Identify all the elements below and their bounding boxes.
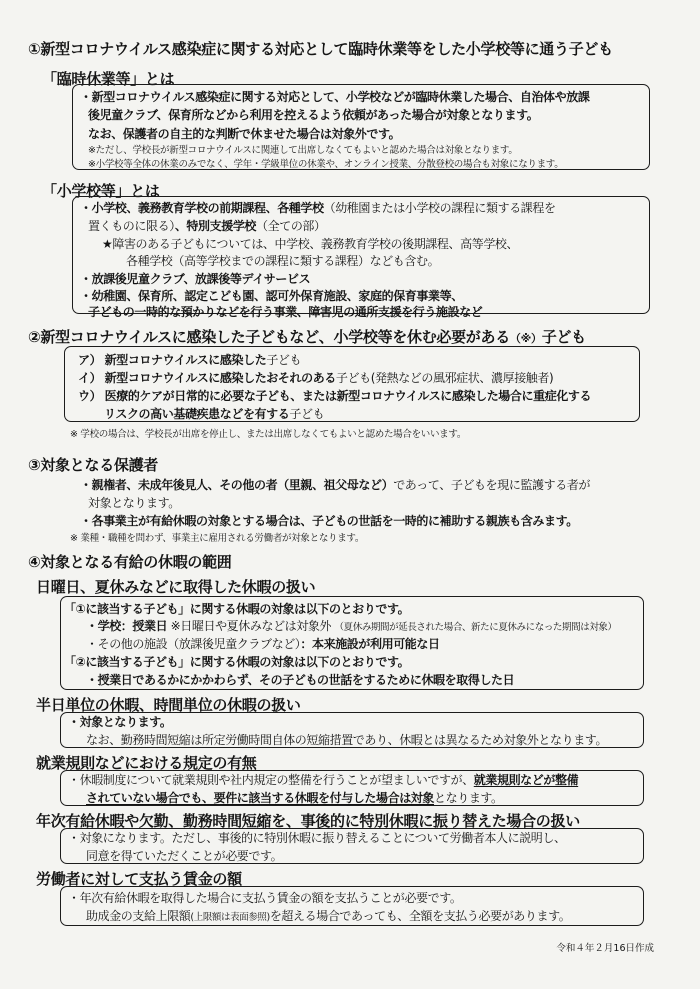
item-u-text-2: リスクの高い基礎疾患などを有する — [104, 407, 290, 421]
item-a-label: ア） — [78, 353, 102, 367]
item-i-text: 新型コロナウイルスに感染したおそれのある — [104, 371, 336, 385]
kyugyo-note-1: ※ただし、学校長が新型コロナウイルスに関連して出席しなくてもよいと認めた場合は対象となります。 — [88, 145, 518, 156]
gakko-line-1b: （幼稚園または小学校の課程に類する課程を — [323, 201, 556, 215]
annual-line-1: ・対象になります。ただし、事後的に特別休暇に振り替えることについて労働者本人に説明し、 — [68, 831, 566, 845]
kyugyo-line-2: 後児童クラブ、保育所などから利用を控えるよう依頼があった場合が対象となります。 — [88, 108, 539, 122]
gakko-line-6: ・幼稚園、保育所、認定こども園、認可外保育施設、家庭的保育事業等、 — [80, 289, 463, 303]
section-4-title: ④対象となる有給の休暇の範囲 — [28, 553, 232, 571]
guardian-line-1a: ・親権者、未成年後見人、その他の者（里親、祖父母など） — [80, 478, 394, 492]
half-heading: 半日単位の休暇、時間単位の休暇の扱い — [36, 696, 301, 714]
sunday-line-4: 「②に該当する子ども」に関する休暇の対象は以下のとおりです。 — [64, 655, 410, 669]
guardian-line-3: ・各事業主が有給休暇の対象とする場合は、子どもの世話を一時的に補助する親族も含みます。 — [80, 514, 578, 528]
item-u-tail: 子ども — [289, 407, 325, 421]
sunday-line-1: 「①に該当する子ども」に関する休暇の対象は以下のとおりです。 — [64, 602, 410, 616]
gakko-heading: 「小学校等」とは — [42, 182, 160, 200]
section-2-note: ※ 学校の場合は、学校長が出席を停止し、または出席しなくてもよいと認めた場合をいいます。 — [70, 429, 467, 440]
section-2-title-mark: （※） — [509, 332, 542, 345]
creation-date: 令和４年２月16日作成 — [556, 943, 654, 954]
section-2-title — [28, 326, 586, 347]
item-i-label: イ） — [78, 371, 102, 385]
rules-heading: 就業規則などにおける規定の有無 — [36, 754, 257, 772]
rules-line-2a: されていない場合でも、要件に該当する休暇を付与した場合は対象 — [86, 791, 435, 805]
gakko-line-7: 子どもの一時的な預かりなどを行う事業、障害児の通所支援を行う施設など — [88, 305, 483, 319]
rules-line-1b: 就業規則などが整備 — [473, 773, 579, 787]
sunday-line-3a: ・その他の施設（放課後児童クラブなど） — [86, 637, 301, 651]
section-3-title: ③対象となる保護者 — [28, 456, 159, 474]
item-u-label: ウ） — [78, 389, 102, 403]
sunday-line-5: ・授業日であるかにかかわらず、その子どもの世話をするために休暇を取得した日 — [86, 673, 515, 687]
gakko-line-4: 各種学校（高等学校までの課程に類する課程）なども含む。 — [126, 254, 440, 268]
item-a-tail: 子ども — [266, 353, 302, 367]
section-2-title-main: ②新型コロナウイルスに感染した子どもなど、小学校等を休む必要がある — [28, 328, 510, 346]
annual-line-2: 同意を得ていただくことが必要です。 — [86, 849, 283, 863]
wage-heading: 労働者に対して支払う賃金の額 — [36, 870, 242, 888]
rules-line-1a: ・休暇制度について就業規則や社内規定の整備を行うことが望ましいですが、 — [68, 773, 474, 787]
kyugyo-line-3: なお、保護者の自主的な判断で休ませた場合は対象外です。 — [88, 127, 401, 141]
half-line-2: なお、勤務時間短縮は所定労働時間自体の短縮措置であり、休暇とは異なるため対象外となります。 — [86, 733, 608, 747]
section-1-title: ①新型コロナウイルス感染症に関する対応として臨時休業等をした小学校等に通う子ども — [28, 40, 613, 58]
gakko-line-2c: （全ての部） — [256, 219, 326, 233]
item-a-text: 新型コロナウイルスに感染した — [104, 353, 267, 367]
guardian-line-2: 対象となります。 — [88, 496, 180, 510]
kyugyo-line-1: ・新型コロナウイルス感染症に関する対応として、小学校などが臨時休業した場合、自治体や放課 — [80, 90, 590, 104]
annual-heading: 年次有給休暇や欠勤、勤務時間短縮を、事後的に特別休暇に振り替えた場合の扱い — [36, 812, 580, 830]
section-3-note: ※ 業種・職種を問わず、事業主に雇用される労働者が対象となります。 — [70, 533, 365, 544]
sunday-line-2b: ※日曜日や夏休みなどは対象外 — [170, 619, 332, 633]
guardian-line-1b: であって、子どもを現に監護する者が — [393, 478, 591, 492]
wage-line-2b: (上限額は表面参照) — [190, 912, 270, 923]
kyugyo-note-2: ※小学校等全体の休業のみでなく、学年・学級単位の休業や、オンライン授業、分散登校の場合も対象になります。 — [88, 159, 564, 170]
gakko-line-2a: 置くものに限る） — [88, 219, 175, 233]
gakko-line-3: ★障害のある子どもについては、中学校、義務教育学校の後期課程、高等学校、 — [102, 237, 519, 251]
wage-line-1: ・年次有給休暇を取得した場合に支払う賃金の額を支払うことが必要です。 — [68, 891, 462, 905]
half-line-1: ・対象となります。 — [68, 715, 172, 729]
kyugyo-heading: 「臨時休業等」とは — [42, 70, 175, 88]
rules-line-2b: となります。 — [434, 791, 503, 805]
item-i-tail: 子ども(発熱などの風邪症状、濃厚接触者) — [335, 371, 554, 385]
item-u-text-1: 医療的ケアが日常的に必要な子ども、または新型コロナウイルスに感染した場合に重症化する — [104, 389, 592, 403]
sunday-line-3b: ：本来施設が利用可能な日 — [300, 637, 440, 651]
gakko-line-1a: ・小学校、義務教育学校の前期課程、各種学校 — [80, 201, 324, 215]
wage-line-2c: を超える場合であっても、全額を支払う必要があります。 — [269, 909, 571, 923]
gakko-line-2b: 、特別支援学校 — [174, 219, 257, 233]
section-2-title-tail: 子ども — [541, 328, 586, 346]
gakko-line-5: ・放課後児童クラブ、放課後等デイサービス — [80, 272, 311, 286]
wage-line-2a: 助成金の支給上限額 — [86, 909, 191, 923]
sunday-line-2c: （夏休み期間が延長された場合、新たに夏休みになった期間は対象） — [334, 622, 617, 633]
sunday-heading: 日曜日、夏休みなどに取得した休暇の扱い — [36, 578, 316, 596]
sunday-line-2a: ・学校：授業日 — [86, 619, 168, 633]
